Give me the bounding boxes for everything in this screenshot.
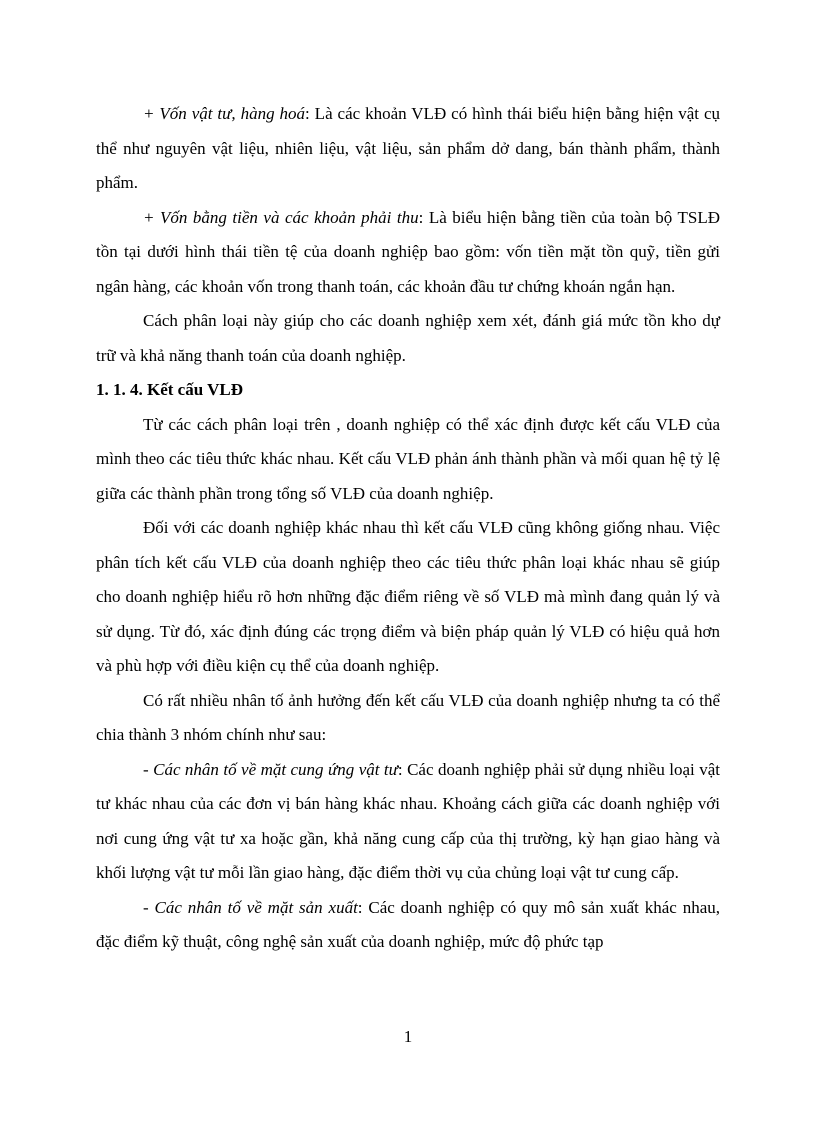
paragraph-lead: + Vốn vật tư, hàng hoá: [143, 104, 306, 123]
paragraph-lead: + Vốn bằng tiền và các khoản phải thu: [143, 207, 419, 227]
paragraph-phan-tich-ket-cau: [96, 511, 720, 684]
paragraph-text: Từ các cách phân loại trên , doanh nghiệp có thể xác định được kết cấu VLĐ của mình theo các tiêu thức khác nhau. Kết cấu VLĐ phản ánh thành phần và mối quan hệ tỷ lệ giữa các thành phần trong tổng số VLĐ của doanh nghiệp.: [96, 414, 720, 503]
paragraph-text: Đối với các doanh nghiệp khác nhau thì kết cấu VLĐ cũng không giống nhau. Việc phân tích kết cấu VLĐ của doanh nghiệp theo các tiêu thức phân loại khác nhau sẽ giúp cho doanh nghiệp hiểu rõ hơn những đặc điểm riêng về số VLĐ mà mình đang quản lý và sử dụng. Từ đó, xác định đúng các trọng điểm và biện pháp quản lý VLĐ có hiệu quả hơn và phù hợp với điều kiện cụ thể của doanh nghiệp.: [96, 518, 720, 675]
page-number: 1: [403, 1027, 413, 1046]
paragraph-text: : Các doanh nghiệp phải sử dụng nhiều loại vật tư khác nhau của các đơn vị bán hàng khác nhau. Khoảng cách giữa các doanh nghiệp với nơi cung ứng vật tư xa hoặc gần, khả năng cung cấp của thị trường, kỳ hạn giao hàng và khối lượng vật tư mỗi lần giao hàng, đặc điểm thời vụ của chủng loại vật tư cung cấp.: [96, 759, 720, 882]
paragraph-text: : Là biểu hiện bằng tiền của toàn bộ TSLĐ tồn tại dưới hình thái tiền tệ của doanh nghiệp bao gồm: vốn tiền mặt tồn quỹ, tiền gửi ngân hàng, các khoản vốn trong thanh toán, các khoản đầu tư chứng khoán ngắn hạn.: [96, 207, 720, 296]
document-page: [96, 97, 720, 960]
paragraph-von-bang-tien: [96, 201, 720, 305]
paragraph-lead: - Các nhân tố về mặt cung ứng vật tư: [143, 759, 398, 779]
paragraph-ket-cau-intro: [96, 408, 720, 512]
paragraph-text: : Các doanh nghiệp có quy mô sản xuất khác nhau, đặc điểm kỹ thuật, công nghệ sản xuất của doanh nghiệp, mức độ phức tạp: [96, 897, 720, 951]
paragraph-san-xuat: [96, 891, 720, 960]
paragraph-nhan-to: [96, 684, 720, 753]
paragraph-text: : Là các khoản VLĐ có hình thái biểu hiện bằng hiện vật cụ thể như nguyên vật liệu, nhiên liệu, vật liệu, sản phẩm dở dang, bán thành phẩm, thành phẩm.: [96, 104, 721, 192]
paragraph-text: Có rất nhiều nhân tố ảnh hưởng đến kết cấu VLĐ của doanh nghiệp nhưng ta có thể chia thành 3 nhóm chính như sau:: [96, 690, 720, 744]
paragraph-cung-ung-vat-tu: [96, 753, 720, 891]
paragraph-von-vat-tu: [96, 97, 720, 201]
paragraph-text: Cách phân loại này giúp cho các doanh nghiệp xem xét, đánh giá mức tồn kho dự trữ và khả năng thanh toán của doanh nghiệp.: [96, 311, 720, 365]
paragraph-cach-phan-loai: [96, 304, 720, 373]
section-heading: 1. 1. 4. Kết cấu VLĐ: [96, 380, 244, 399]
paragraph-lead: - Các nhân tố về mặt sản xuất: [143, 897, 358, 917]
